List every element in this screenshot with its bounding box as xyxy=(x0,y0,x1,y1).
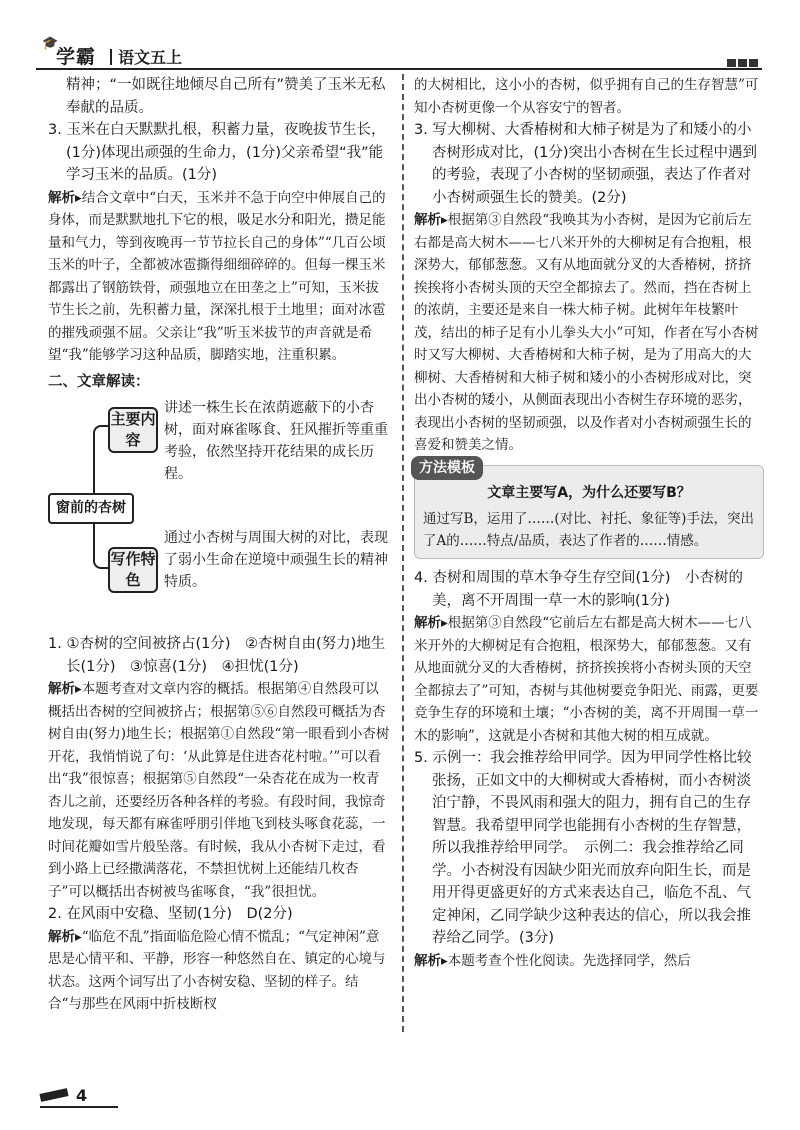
answer-3-right: 3. 写大柳树、大香椿树和大柿子树是为了和矮小的小杏树形成对比，(1分)突出小杏树在生长过程中遇到的考验，表现了小杏树的坚韧顽强，表达了作者对小杏树顽强生长的赞美。(2分) xyxy=(414,122,758,206)
explanation-5 xyxy=(414,950,764,973)
explanation-label: 解析▸ xyxy=(48,681,82,697)
footer-rule xyxy=(40,1106,118,1108)
method-template-question: 文章主要写A，为什么还要写B？ xyxy=(487,484,691,501)
mind-map-text-content: 讲述一株生长在浓荫遮蔽下的小杏树，面对麻雀啄食、狂风摧折等重重考验，依然坚持开花结果的成长历程。 xyxy=(164,400,388,482)
explanation-4 xyxy=(414,612,764,747)
subject-label: 语文五上 xyxy=(118,48,183,67)
page-header xyxy=(38,36,762,68)
explanation-label: 解析▸ xyxy=(48,928,82,945)
page-footer xyxy=(40,1086,87,1105)
explanation-3-right xyxy=(414,209,764,457)
explanation-text: 结合文章中“白天，玉米并不急于向空中伸展自己的身体，而是默默地扎下它的根，吸足水分和阳光，攒足能量和气力，等到夜晚再一节节拉长自己的身体”“几百公顷玉米的叶子，全都被冰雹撕得细细碎碎的。但每一棵玉米都露出了钢筋铁骨，顽强地立在田垄之上”可知，玉米拔节生长之前，先积蓄力量，深深扎根于土地里；面对冰雹的摧残顽强不屈。父亲让“我”听玉米拔节的声音就是希望“我”能够学习这种品质，脚踏实地，注重积累。 xyxy=(48,189,386,363)
explanation-text: 根据第③自然段“它前后左右都是高大树木——七八米开外的大柳树足有合抱粗，根深势大，郁郁葱葱。又有从地面就分叉的大香椿树，挤挤挨挨将小杏树头顶的天空全都掠去了”可知，杏树与其他树要竞争阳光、雨露，更要竞争生存的环境和土壤；“小杏树的美，离不开周围一草一木的影响”，这就是小杏树和其他大树的相互成就。 xyxy=(414,615,759,744)
header-rule xyxy=(36,68,762,70)
answer-3-left: 3. 玉米在白天默默扎根，积蓄力量，夜晚拔节生长，(1分)体现出顽强的生命力，(1分)父亲希望“我”能学习玉米的品质。(1分) xyxy=(48,122,386,183)
mind-map xyxy=(48,397,392,627)
explanation-label: 解析▸ xyxy=(414,952,448,969)
explanation-text: 本题考查个性化阅读。先选择同学，然后 xyxy=(447,952,691,969)
page-number: 4 xyxy=(76,1086,88,1105)
explanation-1 xyxy=(48,678,392,903)
left-continuation: 精神；“一如既往地倾尽自己所有”赞美了玉米无私奉献的品质。 xyxy=(66,77,386,116)
explanation-label: 解析▸ xyxy=(48,189,82,206)
answer-2: 2. 在风雨中安稳、坚韧(1分) D(2分) xyxy=(48,906,293,922)
mind-map-node-content: 主要内容 xyxy=(108,407,158,453)
graduation-cap-icon: 🎓 xyxy=(42,36,59,51)
mind-map-text-feature: 通过小杏树与周围大树的对比，表现了弱小生命在逆境中顽强生长的精神特质。 xyxy=(164,530,388,590)
pencil-icon xyxy=(39,1088,68,1102)
right-continuation: 的大树相比，这小小的杏树，似乎拥有自己的生存智慧”可知小杏树更像一个从容安宁的智者。 xyxy=(414,77,759,116)
left-column xyxy=(48,74,392,1016)
answer-4: 4. 杏树和周围的草木争夺生存空间(1分) 小杏树的美，离不开周围一草一木的影响(1分) xyxy=(414,570,743,609)
answer-1: 1. ①杏树的空间被挤占(1分) ②杏树自由(努力)地生长(1分) ③惊喜(1分) ④担忧(1分) xyxy=(48,636,386,675)
explanation-text: “临危不乱”指面临危险心情不慌乱；“气定神闲”意思是心情平和、平静，形容一种悠然自在、镇定的心境与状态。这两个词写出了小杏树安稳、坚韧的样子。结合“与那些在风雨中折枝断杈 xyxy=(48,928,386,1012)
method-template-tag: 方法模板 xyxy=(411,456,483,481)
mind-map-root: 窗前的杏树 xyxy=(48,493,134,524)
explanation-text: 本题考查对文章内容的概括。根据第④自然段可以概括出杏树的空间被挤占；根据第⑤⑥自然段可概括为杏树自由(努力)地生长；根据第①自然段“第一眼看到小杏树开花，我悄悄说了句：‘从此算是住进杏花村啦。’”可以看出“我”很惊喜；根据第⑤自然段“一朵杏花在成为一枚青杏儿之前，还要经历各种各样的考验。有段时间，我惊奇地发现，每天都有麻雀呼朋引伴地飞到枝头啄食花蕊，一时间花瓣如雪片般坠落。有时候，我从小杏树下走过，看到小路上已经撒满落花，不禁担忧树上还能结几枚杏子”可以概括出杏树被鸟雀啄食，“我”很担忧。 xyxy=(48,681,390,900)
method-template-answer: 通过写B，运用了……(对比、衬托、象征等)手法，突出了A的……特点/品质，表达了作者的……情感。 xyxy=(423,511,754,549)
explanation-2 xyxy=(48,926,392,1016)
right-column xyxy=(414,74,764,972)
subject-title xyxy=(110,45,182,68)
column-divider xyxy=(402,74,404,1032)
method-template-box xyxy=(414,459,764,560)
section-heading: 二、文章解读： xyxy=(48,373,150,390)
mind-map-node-feature: 写作特色 xyxy=(108,547,158,593)
header-separator xyxy=(110,49,112,65)
explanation-label: 解析▸ xyxy=(414,615,448,631)
explanation-label: 解析▸ xyxy=(414,212,448,228)
answer-5: 5. 示例一：我会推荐给甲同学。因为甲同学性格比较张扬，正如文中的大柳树或大香椿树，而小杏树淡泊宁静，不畏风雨和强大的阻力，拥有自己的生存智慧。我希望甲同学也能拥有小杏树的生存智慧，所以我推荐给甲同学。 示例二：我会推荐给乙同学。小杏树没有因缺少阳光而放弃向阳生长，而是用开得更盛更好的方式来表达自己，临危不乱、气定神闲，乙同学缺少这种表达的信心，所以我会推荐给乙同学。(3分) xyxy=(414,750,752,946)
explanation-text: 根据第③自然段“我唤其为小杏树，是因为它前后左右都是高大树木——七八米开外的大柳树足有合抱粗，根深势大，郁郁葱葱。又有从地面就分叉的大香椿树，挤挤挨挨将小杏树头顶的天空全都掠去了。然而，挡在杏树上的浓荫，主要还是来自一株大柿子树。此树年年枝繁叶茂，结出的柿子足有小儿拳头大小”可知，作者在写小杏树时又写大柳树、大香椿树和大柿子树，是为了用高大的大柳树、大香椿树和大柿子树和矮小的小杏树形成对比，突出小杏树的矮小，从侧面表现出小杏树生存环境的恶劣，表现出小杏树的坚韧顽强，以及作者对小杏树顽强生长的喜爱和赞美之情。 xyxy=(414,212,759,453)
brand-logo: 学霸 xyxy=(56,46,97,68)
explanation-3-left xyxy=(48,187,392,367)
